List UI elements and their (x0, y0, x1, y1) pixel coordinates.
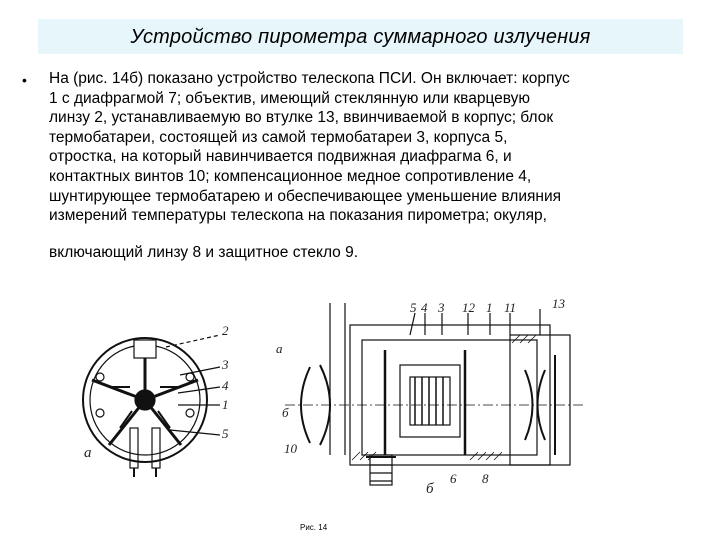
paragraph-line: линзу 2, устанавливаемую во втулке 13, ввинчиваемой в корпус; блок (49, 109, 554, 127)
figure-label: 5 (222, 426, 229, 441)
description-paragraph (49, 69, 669, 262)
paragraph-line: На (рис. 14б) показано устройство телескопа ПСИ. Он включает: корпус (49, 70, 570, 87)
figure-label: 5 (410, 300, 417, 315)
figure-label: б (282, 405, 289, 420)
figure-label: 4 (222, 378, 229, 393)
figure-label: 10 (284, 441, 297, 456)
paragraph-line: шунтирующее термобатарею и обеспечивающее уменьшение влияния (49, 187, 562, 205)
title-bar (38, 19, 683, 54)
bullet-marker: • (22, 72, 27, 88)
figure-label: 2 (222, 323, 229, 338)
telescope-drawing (70, 295, 590, 500)
paragraph-line: 1 с диафрагмой 7; объектив, имеющий стеклянную или кварцевую (49, 89, 531, 107)
figure-label: 13 (552, 296, 565, 311)
figure-label: 3 (222, 357, 229, 372)
figure-caption: Рис. 14 (300, 523, 328, 532)
figure-sublabel: а (84, 445, 92, 461)
paragraph-line: отростка, на который навинчивается подвижная диафрагма 6, и (49, 148, 512, 166)
figure-label: 4 (421, 300, 428, 315)
paragraph-line: термобатареи, состоящей из самой термобатареи 3, корпуса 5, (49, 128, 508, 146)
figure-label: 1 (486, 300, 493, 315)
figure-label: 11 (504, 300, 517, 315)
figure-label: а (276, 341, 283, 356)
figure-label: 1 (222, 397, 229, 412)
figure-sublabel: б (426, 481, 434, 497)
paragraph-last-line: включающий линзу 8 и защитное стекло 9. (49, 243, 359, 261)
figure-label: 8 (482, 471, 489, 486)
figure-label: 6 (450, 471, 457, 486)
paragraph-line: измерений температуры телескопа на показания пирометра; окуляр, (49, 207, 547, 225)
figure-label: 3 (438, 300, 445, 315)
slide-title: Устройство пирометра суммарного излучения (130, 26, 591, 48)
telescope-drawing-svg (70, 295, 590, 500)
paragraph-line: контактных винтов 10; компенсационное медное сопротивление 4, (49, 167, 532, 185)
figure-label: 12 (462, 300, 475, 315)
